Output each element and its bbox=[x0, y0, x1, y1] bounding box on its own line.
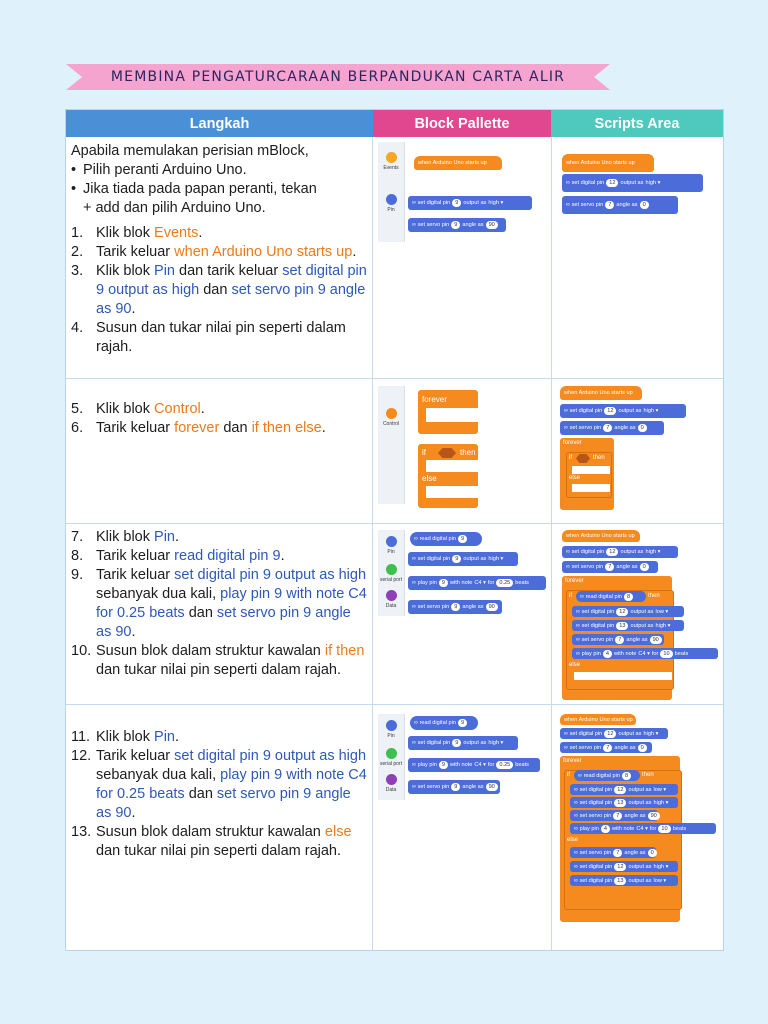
step-2: 2. Tarik keluar when Arduino Uno starts up. bbox=[71, 244, 357, 260]
then-label: then bbox=[642, 772, 654, 778]
if-label: if bbox=[422, 448, 426, 457]
set-servo-pin-block[interactable]: ∞ set servo pin 9 angle as 90 bbox=[408, 780, 500, 794]
set-digital-pin-block[interactable]: ∞ set digital pin 12 output as high ▾ bbox=[562, 546, 678, 558]
else-slot bbox=[574, 672, 672, 680]
step-8: 8. Tarik keluar read digital pin 9. bbox=[71, 548, 285, 564]
else-label: else bbox=[569, 475, 581, 481]
row4-palette bbox=[374, 712, 551, 812]
row4-script bbox=[552, 714, 723, 930]
if-label: if bbox=[569, 455, 572, 461]
step-9: 9. Tarik keluar set digital pin 9 output as high sebanyak dua kali, play pin 9 with note C4 for 0.25 beats dan set servo pin 9 angle as 90. bbox=[71, 567, 367, 640]
bullet-item: • Pilih peranti Arduino Uno. bbox=[71, 162, 247, 178]
when-starts-block[interactable]: when Arduino Uno starts up bbox=[414, 156, 502, 170]
row3-palette bbox=[374, 528, 551, 628]
row4-steps bbox=[71, 728, 369, 861]
category-data[interactable]: Data bbox=[378, 774, 404, 793]
set-digital-pin-block[interactable]: ∞ set digital pin 12 output as low ▾ bbox=[572, 606, 684, 617]
step-10: 10. Susun blok dalam struktur kawalan if then dan tukar nilai pin seperti dalam rajah. bbox=[71, 643, 365, 678]
set-digital-pin-block[interactable]: ∞ set digital pin 13 output as low ▾ bbox=[570, 875, 678, 886]
set-servo-pin-block[interactable]: ∞ set servo pin 9 angle as 90 bbox=[408, 600, 502, 614]
else-label: else bbox=[567, 837, 579, 843]
header-scripts-area: Scripts Area bbox=[551, 110, 723, 137]
forever-label: forever bbox=[563, 758, 582, 764]
step-4: 4. Susun dan tukar nilai pin seperti dalam rajah. bbox=[71, 320, 346, 355]
row3-script bbox=[552, 530, 723, 702]
row-divider bbox=[66, 378, 723, 379]
play-pin-block[interactable]: ∞ play pin 9 with note C4 ▾ for 0.25 beats bbox=[408, 576, 546, 590]
set-digital-pin-block[interactable]: ∞ set digital pin 13 output as high ▾ bbox=[572, 620, 684, 631]
then-label: then bbox=[593, 455, 605, 461]
set-servo-pin-block[interactable]: ∞ set servo pin 7 angle as 0 bbox=[562, 561, 658, 573]
set-digital-pin-block[interactable]: ∞ set digital pin 12 output as low ▾ bbox=[570, 784, 678, 795]
if-label: if bbox=[567, 772, 570, 778]
step-6: 6. Tarik keluar forever dan if then else. bbox=[71, 420, 326, 436]
read-digital-pin-block[interactable]: ∞ read digital pin 8 bbox=[576, 591, 646, 602]
column-divider bbox=[372, 137, 373, 950]
step-3: 3. Klik blok Pin dan tarik keluar set digital pin 9 output as high dan set servo pin 9 angle as 90. bbox=[71, 263, 367, 317]
else-slot bbox=[572, 484, 610, 492]
else-slot bbox=[426, 486, 478, 498]
set-digital-pin-block[interactable]: ∞ set digital pin 9 output as high ▾ bbox=[408, 736, 518, 750]
else-label: else bbox=[569, 662, 581, 668]
intro-text: Apabila memulakan perisian mBlock, bbox=[71, 143, 309, 159]
read-digital-pin-block[interactable]: ∞ read digital pin 8 bbox=[574, 770, 640, 781]
row-divider bbox=[66, 523, 723, 524]
then-slot bbox=[572, 466, 610, 474]
set-servo-pin-block[interactable]: ∞ set servo pin 7 angle as 0 bbox=[562, 196, 678, 214]
set-servo-pin-block[interactable]: ∞ set servo pin 7 angle as 0 bbox=[570, 847, 656, 858]
row2-palette bbox=[374, 382, 551, 520]
row2-script bbox=[552, 386, 723, 520]
set-servo-pin-block[interactable]: ∞ set servo pin 9 angle as 90 bbox=[408, 218, 506, 232]
category-serial-port[interactable]: serial port bbox=[378, 564, 404, 583]
when-starts-block[interactable]: when Arduino Uno starts up bbox=[560, 714, 636, 725]
set-digital-pin-block[interactable]: ∞ set digital pin 13 output as high ▾ bbox=[570, 797, 678, 808]
set-digital-pin-block[interactable]: ∞ set digital pin 12 output as high ▾ bbox=[560, 728, 668, 739]
bullet-item: • Jika tiada pada papan peranti, tekan bbox=[71, 181, 317, 197]
banner-title: MEMBINA PENGATURCARAAN BERPANDUKAN CARTA ALIR bbox=[110, 69, 566, 85]
category-events[interactable]: Events bbox=[378, 152, 404, 171]
set-digital-pin-block[interactable]: ∞ set digital pin 12 output as high ▾ bbox=[562, 174, 703, 192]
if-label: if bbox=[569, 593, 572, 599]
step-11: 11. Klik blok Pin. bbox=[71, 729, 180, 745]
bullet-continuation: + add dan pilih Arduino Uno. bbox=[83, 200, 266, 216]
row1-palette bbox=[374, 142, 551, 242]
step-12: 12. Tarik keluar set digital pin 9 output as high sebanyak dua kali, play pin 9 with note C4 for 0.25 beats dan set servo pin 9 angle as 90. bbox=[71, 748, 367, 821]
when-starts-block[interactable]: when Arduino Uno starts up bbox=[560, 386, 642, 400]
header-block-pallette: Block Pallette bbox=[373, 110, 551, 137]
category-pin[interactable]: Pin bbox=[378, 194, 404, 213]
steps-table bbox=[65, 109, 724, 951]
read-digital-pin-block[interactable]: ∞ read digital pin 9 bbox=[410, 716, 478, 730]
forever-label: forever bbox=[422, 395, 447, 404]
play-pin-block[interactable]: ∞ play pin 4 with note C4 ▾ for 10 beats bbox=[572, 648, 718, 659]
step-5: 5. Klik blok Control. bbox=[71, 401, 205, 417]
category-serial-port[interactable]: serial port bbox=[378, 748, 404, 767]
forever-slot bbox=[426, 408, 478, 422]
set-servo-pin-block[interactable]: ∞ set servo pin 7 angle as 0 bbox=[560, 421, 664, 435]
forever-label: forever bbox=[565, 578, 584, 584]
row-divider bbox=[66, 704, 723, 705]
else-label: else bbox=[422, 474, 437, 483]
row1-steps bbox=[71, 142, 369, 357]
step-13: 13. Susun blok dalam struktur kawalan else dan tukar nilai pin seperti dalam rajah. bbox=[71, 824, 352, 859]
category-control[interactable]: Control bbox=[378, 408, 404, 427]
category-pin[interactable]: Pin bbox=[378, 536, 404, 555]
forever-label: forever bbox=[563, 440, 582, 446]
row3-steps bbox=[71, 528, 369, 680]
set-digital-pin-block[interactable]: ∞ set digital pin 9 output as high ▾ bbox=[408, 196, 532, 210]
play-pin-block[interactable]: ∞ play pin 9 with note C4 ▾ for 0.25 beats bbox=[408, 758, 540, 772]
title-banner bbox=[66, 60, 610, 94]
set-digital-pin-block[interactable]: ∞ set digital pin 12 output as high ▾ bbox=[560, 404, 686, 418]
then-label: then bbox=[460, 448, 476, 457]
when-starts-block[interactable]: when Arduino Uno starts up bbox=[562, 530, 640, 542]
then-label: then bbox=[648, 593, 660, 599]
category-bar bbox=[378, 530, 405, 616]
step-7: 7. Klik blok Pin. bbox=[71, 529, 180, 545]
set-servo-pin-block[interactable]: ∞ set servo pin 7 angle as 90 bbox=[572, 634, 664, 645]
read-digital-pin-block[interactable]: ∞ read digital pin 9 bbox=[410, 532, 482, 546]
category-bar bbox=[378, 714, 405, 800]
category-bar bbox=[378, 142, 405, 242]
category-pin[interactable]: Pin bbox=[378, 720, 404, 739]
play-pin-block[interactable]: ∞ play pin 4 with note C4 ▾ for 10 beats bbox=[570, 823, 716, 834]
when-starts-block[interactable]: when Arduino Uno starts up bbox=[562, 154, 654, 172]
then-slot bbox=[426, 460, 478, 472]
set-servo-pin-block[interactable]: ∞ set servo pin 7 angle as 0 bbox=[560, 742, 652, 753]
set-digital-pin-block[interactable]: ∞ set digital pin 9 output as high ▾ bbox=[408, 552, 518, 566]
category-bar bbox=[378, 386, 405, 504]
set-digital-pin-block[interactable]: ∞ set digital pin 12 output as high ▾ bbox=[570, 861, 678, 872]
row2-steps bbox=[71, 400, 369, 438]
set-servo-pin-block[interactable]: ∞ set servo pin 7 angle as 90 bbox=[570, 810, 658, 821]
row1-script bbox=[552, 150, 723, 230]
category-data[interactable]: Data bbox=[378, 590, 404, 609]
step-1: 1. Klik blok Events. bbox=[71, 225, 203, 241]
header-langkah: Langkah bbox=[66, 110, 373, 137]
